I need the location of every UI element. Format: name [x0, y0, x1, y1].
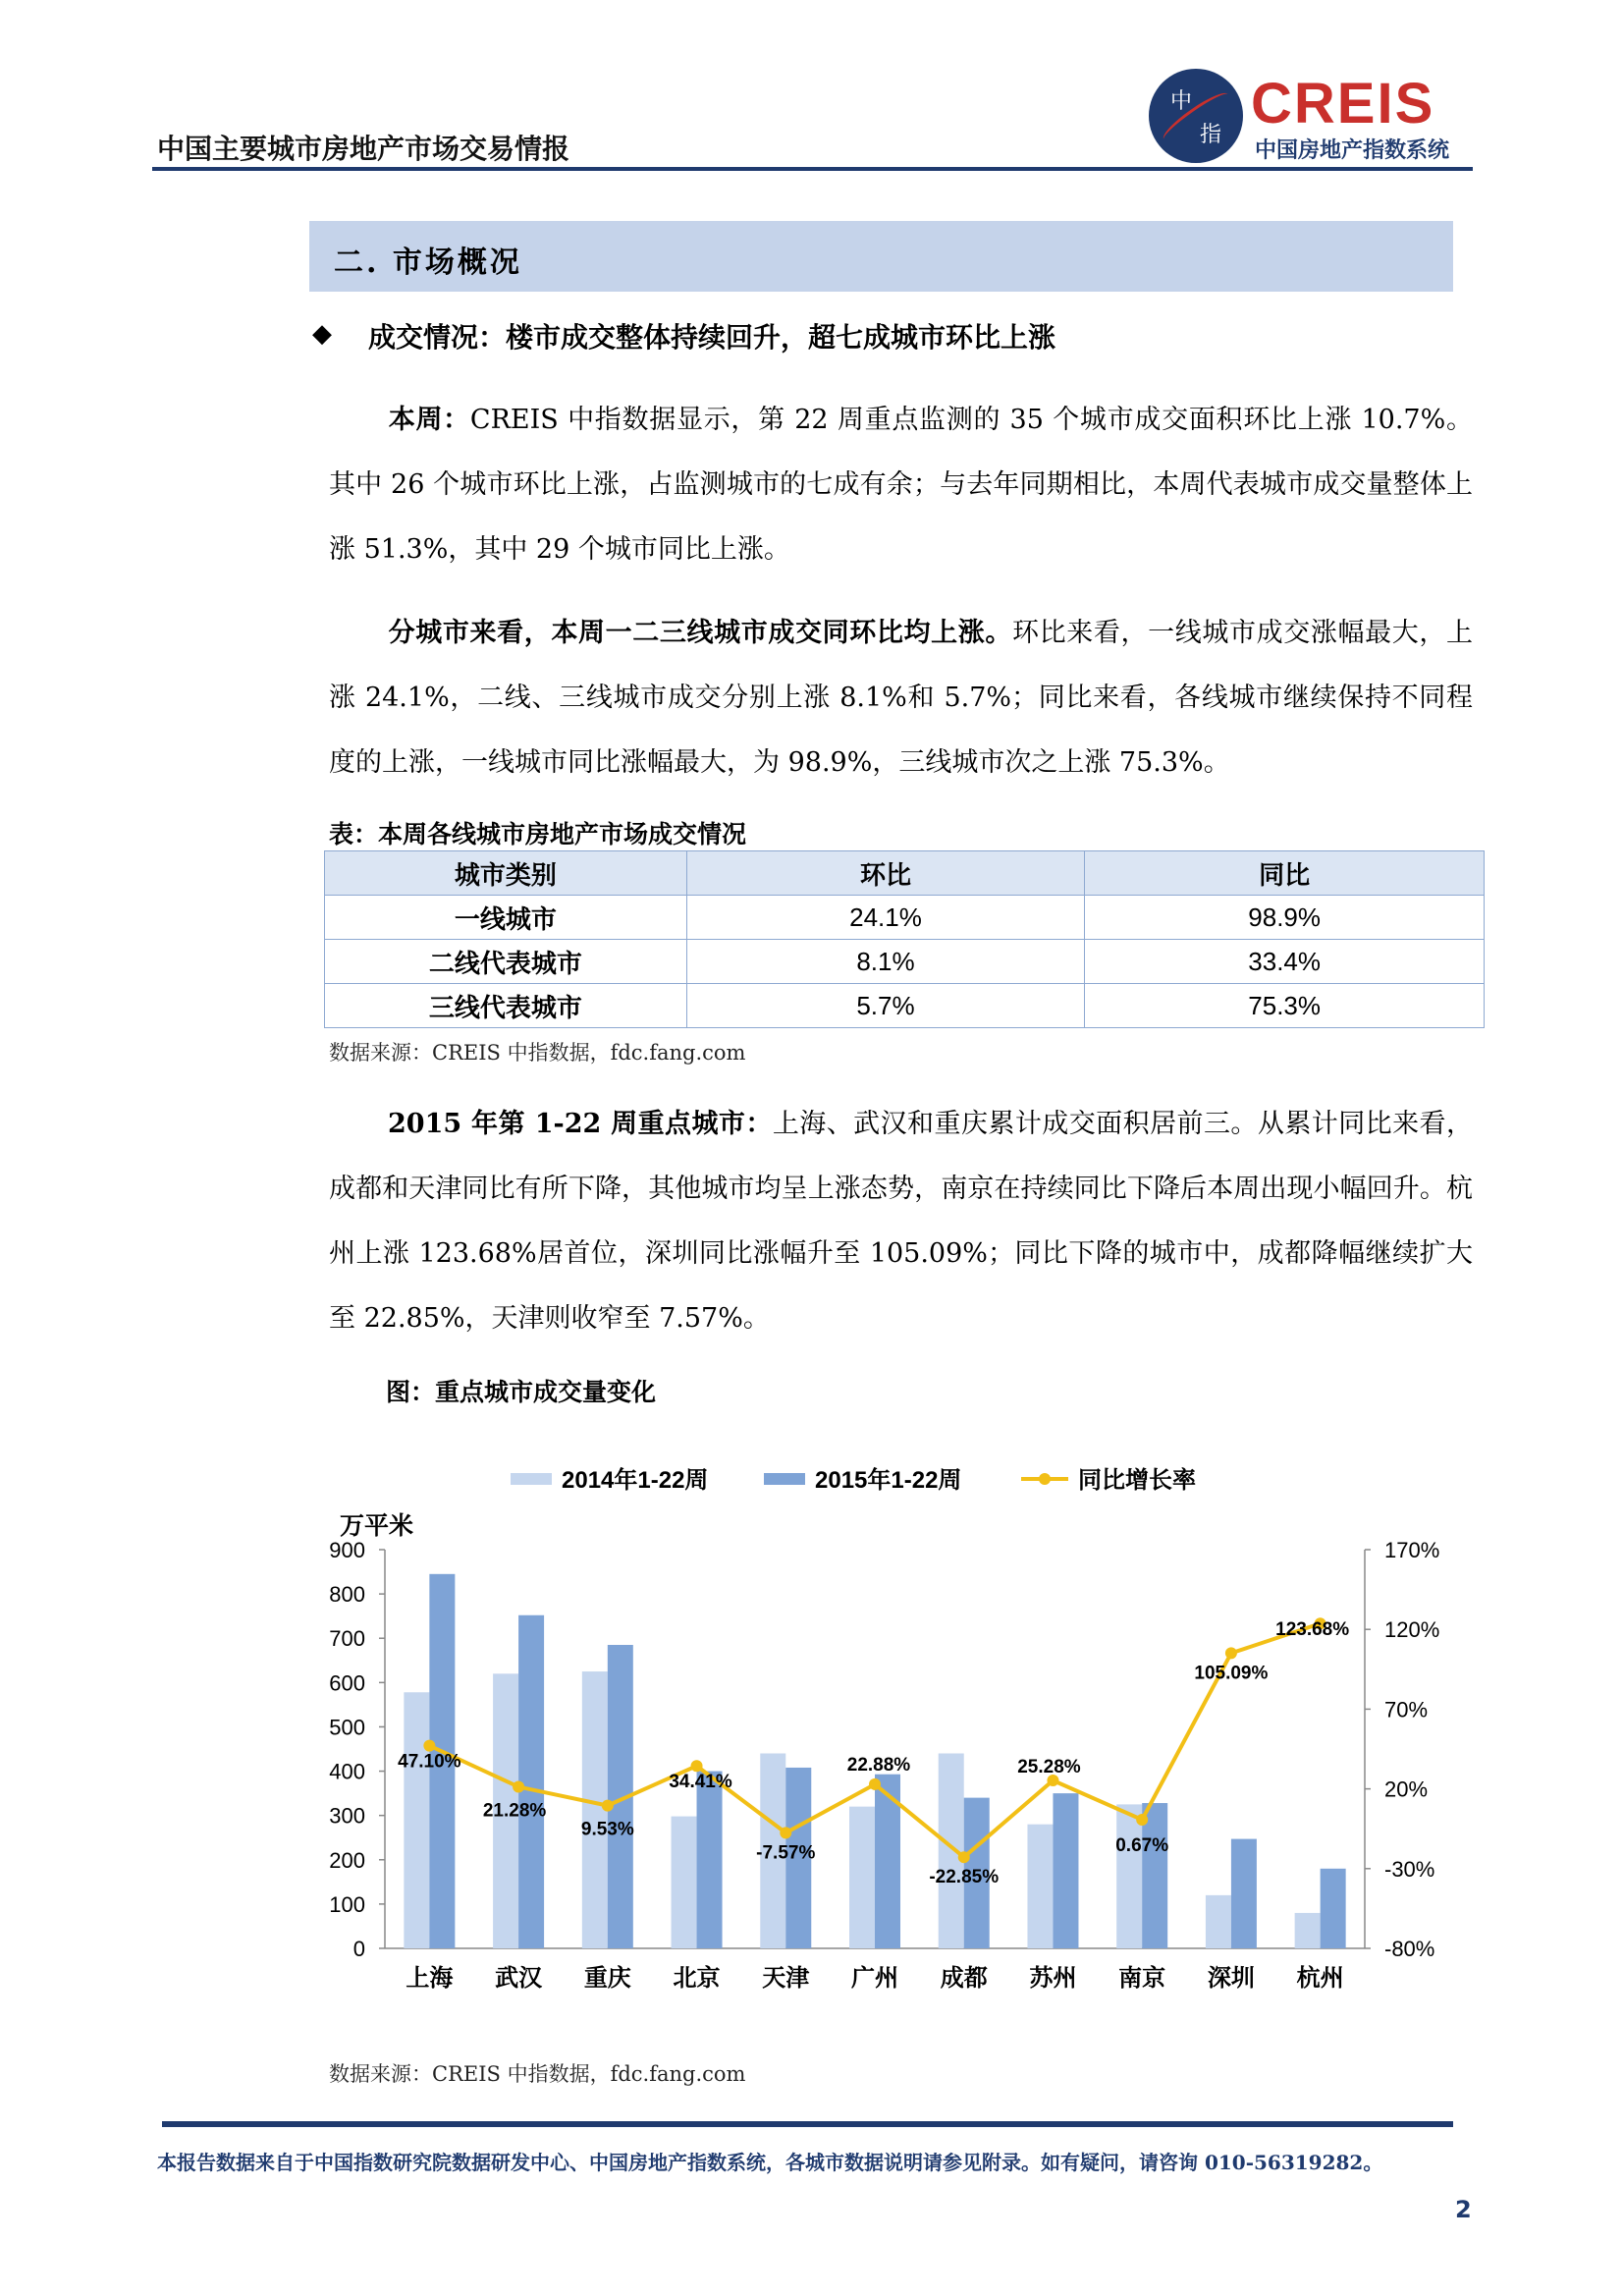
table-header-row: [325, 851, 1485, 896]
logo-emblem-icon: [1149, 69, 1243, 163]
bar-2014: [1295, 1913, 1321, 1948]
growth-rate-label: 105.09%: [1194, 1663, 1269, 1684]
category-label: 深圳: [1207, 1963, 1255, 1992]
growth-rate-point: [1136, 1814, 1148, 1826]
legend-swatch: [764, 1473, 805, 1485]
left-tick-label: 700: [329, 1626, 365, 1652]
table-source: 数据来源：CREIS 中指数据，fdc.fang.com: [329, 1041, 746, 1065]
growth-rate-point: [602, 1800, 614, 1812]
bar-2015: [1321, 1869, 1346, 1948]
growth-rate-label: 47.10%: [398, 1751, 461, 1773]
category-label: 武汉: [495, 1963, 543, 1992]
page-number: 2: [1455, 2196, 1472, 2223]
table-cell: 二线代表城市: [325, 940, 687, 984]
left-tick-label: 500: [329, 1715, 365, 1740]
logo-char-2: 指: [1200, 123, 1222, 147]
figure-caption: 图：重点城市成交量变化: [386, 1378, 657, 1406]
bar-2014: [849, 1807, 875, 1948]
table-cell: 24.1%: [686, 896, 1085, 940]
bar-2015: [1053, 1793, 1078, 1948]
bar-2015: [697, 1772, 723, 1948]
paragraph-this-week: [329, 388, 1473, 582]
category-label: 天津: [762, 1963, 810, 1992]
category-label: 成都: [940, 1963, 988, 1992]
category-label: 杭州: [1296, 1963, 1344, 1992]
growth-rate-point: [1225, 1647, 1237, 1659]
left-tick-label: 900: [329, 1538, 365, 1562]
y-axis-label: 万平米: [340, 1511, 414, 1540]
city-volume-chart: [295, 1444, 1473, 2013]
footer-note: 本报告数据来自于中国指数研究院数据研发中心、中国房地产指数系统，各城市数据说明请参见附录。如有疑问，请咨询 010-56319282。: [157, 2151, 1383, 2174]
growth-rate-label: -22.85%: [929, 1867, 1000, 1888]
growth-rate-point: [513, 1781, 524, 1793]
paragraph-body: 上海、武汉和重庆累计成交面积居前三。从累计同比来看，成都和天津同比有所下降，其他城市均呈上涨态势，南京在持续同比下降后本周出现小幅回升。杭州上涨 123.68%居首位，深圳同比涨幅升至 105.09%；同比下降的城市中，成都降幅继续扩大至 22.85%，天津则收窄至 7.57%。: [329, 1109, 1473, 1334]
bar-2014: [1027, 1825, 1053, 1948]
category-label: 南京: [1118, 1963, 1166, 1992]
legend-swatch: [511, 1473, 552, 1485]
paragraph-lead: 2015 年第 1-22 周重点城市：: [388, 1109, 773, 1139]
right-tick-label: -30%: [1384, 1856, 1435, 1882]
right-tick-label: 70%: [1384, 1697, 1429, 1722]
table-cell: 98.9%: [1085, 896, 1485, 940]
category-label: 重庆: [583, 1963, 631, 1992]
paragraph-lead: 分城市来看，本周一二三线城市成交同环比均上涨。: [388, 618, 1012, 648]
right-tick-label: 170%: [1384, 1538, 1440, 1562]
legend-label: 2015年1-22周: [815, 1467, 962, 1494]
growth-rate-label: 34.41%: [669, 1772, 732, 1793]
left-tick-label: 100: [329, 1891, 365, 1917]
table-cell: 5.7%: [686, 984, 1085, 1028]
paragraph-by-city-tier: [329, 601, 1473, 795]
growth-rate-point: [869, 1778, 881, 1790]
growth-rate-point: [691, 1760, 703, 1772]
left-tick-label: 400: [329, 1759, 365, 1784]
category-label: 上海: [406, 1963, 454, 1992]
city-tier-table: [324, 850, 1485, 1028]
growth-rate-label: -7.57%: [756, 1842, 816, 1864]
header-title: 中国主要城市房地产市场交易情报: [157, 133, 570, 165]
table-row: [325, 940, 1485, 984]
growth-rate-point: [780, 1827, 791, 1838]
growth-rate-label: 0.67%: [1115, 1834, 1169, 1856]
creis-logo: [1149, 67, 1473, 165]
growth-rate-label: 22.88%: [846, 1754, 911, 1776]
diamond-bullet-icon: ◆: [312, 319, 332, 349]
right-tick-label: -80%: [1384, 1937, 1435, 1961]
bar-2014: [1116, 1804, 1142, 1948]
category-label: 苏州: [1029, 1963, 1077, 1992]
bar-2015: [1231, 1839, 1257, 1948]
paragraph-body: CREIS 中指数据显示，第 22 周重点监测的 35 个城市成交面积环比上涨 10.7%。其中 26 个城市环比上涨，占监测城市的七成有余；与去年同期相比，本周代表城市成交量整体上涨 51.3%，其中 29 个城市同比上涨。: [329, 405, 1473, 565]
bar-2014: [939, 1754, 964, 1948]
growth-rate-point: [958, 1851, 970, 1863]
footer-divider: [162, 2121, 1453, 2127]
left-tick-label: 0: [352, 1937, 365, 1961]
legend-label: 2014年1-22周: [562, 1467, 709, 1494]
bar-2014: [672, 1817, 697, 1948]
logo-char-1: 中: [1170, 89, 1193, 114]
logo-wordmark: CREIS: [1251, 72, 1435, 136]
left-tick-label: 600: [329, 1670, 365, 1696]
column-header: 同比: [1085, 851, 1485, 896]
bar-2014: [404, 1692, 429, 1948]
header-divider: [152, 167, 1473, 171]
bar-2014: [1206, 1895, 1231, 1948]
table-cell: 75.3%: [1085, 984, 1485, 1028]
logo-subtitle: 中国房地产指数系统: [1255, 138, 1450, 163]
table-cell: 一线城市: [325, 896, 687, 940]
bar-2015: [1142, 1803, 1167, 1948]
growth-rate-label: 21.28%: [482, 1800, 547, 1822]
paragraph-body: 环比来看，一线城市成交涨幅最大，上涨 24.1%，二线、三线城市成交分别上涨 8.1%和 5.7%；同比来看，各线城市继续保持不同程度的上涨，一线城市同比涨幅最大，为 98.9%，三线城市次之上涨 75.3%。: [329, 618, 1473, 778]
table-caption: 表：本周各线城市房地产市场成交情况: [329, 820, 747, 848]
table-cell: 三线代表城市: [325, 984, 687, 1028]
legend-swatch-marker: [1039, 1473, 1051, 1485]
column-header: 环比: [686, 851, 1085, 896]
growth-rate-point: [423, 1740, 435, 1752]
category-label: 北京: [673, 1963, 721, 1992]
table-row: [325, 984, 1485, 1028]
growth-rate-label: 25.28%: [1017, 1757, 1081, 1778]
bar-2015: [518, 1615, 544, 1948]
table-row: [325, 896, 1485, 940]
category-label: 广州: [851, 1963, 898, 1992]
figure-source: 数据来源：CREIS 中指数据，fdc.fang.com: [329, 2062, 746, 2086]
section-title: 二. 市场概况: [334, 246, 522, 280]
left-tick-label: 300: [329, 1803, 365, 1829]
paragraph-key-cities: [329, 1092, 1473, 1351]
right-tick-label: 120%: [1384, 1617, 1440, 1643]
table-cell: 33.4%: [1085, 940, 1485, 984]
left-tick-label: 200: [329, 1847, 365, 1873]
paragraph-lead: 本周：: [388, 405, 470, 435]
growth-rate-label: 123.68%: [1275, 1619, 1350, 1641]
growth-rate-label: 9.53%: [580, 1819, 634, 1840]
right-tick-label: 20%: [1384, 1777, 1429, 1802]
section-subtitle: 成交情况：楼市成交整体持续回升，超七成城市环比上涨: [368, 321, 1056, 354]
legend-label: 同比增长率: [1078, 1467, 1196, 1494]
left-tick-label: 800: [329, 1582, 365, 1608]
table-cell: 8.1%: [686, 940, 1085, 984]
column-header: 城市类别: [325, 851, 687, 896]
